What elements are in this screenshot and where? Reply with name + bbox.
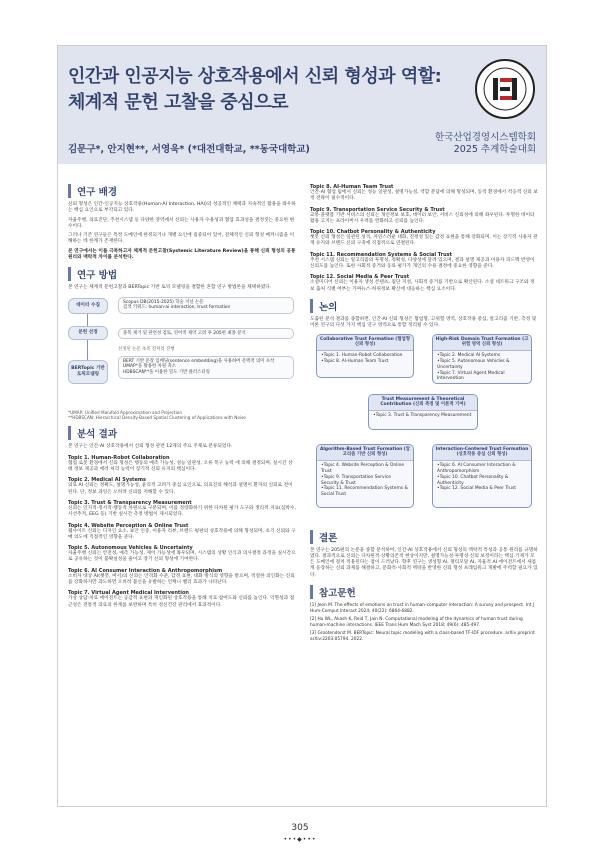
abbreviation-note [68,410,296,421]
topic-title: Topic 2. Medical AI Systems [68,477,147,484]
diagram-box-collaborative [316,334,414,378]
diagram-box-item: • Topic 12. Social Media & Peer Trust [437,486,527,492]
diagram-box-measurement [368,394,478,430]
flow-step3-detail3: HDBSCAN**을 이용한 밀도 기반 클러스터링 [123,370,210,376]
conclusion-text: 본 연구는 205편의 논문을 종합 분석하여, 인간-AI 상호작용에서 신뢰 형성의 맥락적 특성과 공통 원리를 규명하였다. 결과적으로 신뢰는 다차원적·상황의존적 현상이지만, 설명가능성·투명성·신뢰 보정이라는 핵심 기제가 모든 도메인에 걸쳐 적용된다는 점이 드러났다. 향후 연구는 생성형 AI, 멀티모달 AI, 자율적 AI 에이전트에서 새롭게 등장하는 신뢰 과제를 해결하고, 문화적·사회적 맥락을 반영한 신뢰 형성 프레임워크 개발에 주력할 필요가 있다. [310,547,538,578]
diagram-box-item: • Topic 4. Website Perception & Online Trust [321,463,409,475]
methods-heading: 연구 방법 [68,267,296,281]
flow-step3-detail1: BERT 기반 문장 임베딩(sentence embedding)을 사용하여 문맥적 의미 포착 [123,358,275,364]
topic-text: 교통·플랫폼 기반 서비스의 신뢰는 개인정보 보호, 데이터 보안, 서비스 신뢰성에 의해 좌우된다. 투명한 데이터 활용 고지는 프라이버시 우려를 완화하고 신뢰를 높인다. [310,212,535,224]
poster [57,45,547,807]
poster-header [58,46,546,164]
topic-title: Topic 10. Chatbot Personality & Authenticity [310,229,436,236]
flow-arrow-2 [87,340,88,360]
diagram-box-item: • Topic 10. Chatbot Personality & Authenticity [437,475,527,487]
diagram-box-title: Interaction-Centered Trust Formation (상호작용 중심 신뢰 형성) [433,445,531,462]
flow-step3-detail [118,356,294,379]
trust-framework-diagram [310,334,538,524]
topic-text: 인간-AI 협업 팀에서 신뢰는 성능 일관성, 설명가능성, 역할 분담에 의해 형성되며, 동적 환경에서 적응적 신뢰 보정 전략이 필수적이다. [310,190,538,202]
diagram-box-item: • Topic 3. Trust & Transparency Measurement [373,413,473,419]
right-column [310,178,538,646]
topic-text: 웹사이트 신뢰는 디자인 요소, 보안 인증, 이용자 리뷰, 브랜드 평판의 상호작용에 의해 형성되며, 초기 신뢰와 구매 의도에 직접적인 영향을 준다. [68,528,296,540]
diagram-box-list [433,461,531,494]
topic-title: Topic 6. AI Consumer Interaction & Anthropomorphism [68,567,223,574]
topic-text: 소비자 대상 AI(챗봇, 버서)의 신뢰는 인격화 수준, 감정 표현, 대화 방식의 영향을 받으며, 적절한 의인화는 신뢰를 강화하지만 과도하면 오히려 불신을 유발하는 언캐니 밸리 효과가 나타난다. [68,573,295,586]
topic-text: 챗봇 신뢰 형성은 일관된 성격, 자연스러운 대화, 진정성 있는 감정 표현을 통해 강화되며, 이는 장기적 사용자 관계 유지와 브랜드 신뢰 구축에 직접적으로 연결된다. [310,235,538,247]
background-p4: 본 연구에서는 이를 극복하고자 체계적 문헌고찰(Systemic Literature Review)을 통해 신뢰 형성의 공통 원리와 맥락적 차이를 분석한다. [68,248,296,261]
diagram-box-interaction [432,444,532,508]
reference-item: [2] Hu WL, Akash K, Reid T, Jain N. Computational modeling of the dynamics of human trust during human-machine interactions. IEEE Trans Hum Mach Syst 2018; 49(6): 485-497. [310,617,523,628]
topic-title: Topic 11. Recommendation Systems & Social Trust [310,251,453,258]
discussion-heading: 논의 [310,299,538,313]
flow-step1-detail [118,297,294,315]
topic-text: 신뢰는 인지적·정서적·행동적 차원으로 구분되며, 이를 정량화하기 위한 다차원 평가 도구와 생리적 지표(심박수, 시선추적, EEG 등) 기반 실시간 측정 방법이 제시되었다. [68,505,296,518]
conference-name [435,132,536,156]
left-column [68,178,296,612]
topic-text: 자율주행 신뢰는 안전성, 예측 가능성, 제어 가능성에 좌우되며, 시스템의 상황 인식과 의사결정 과정을 실시간으로 공유하는 것이 불확실성을 줄이고 장기 신뢰 형성에 기여한다. [68,551,296,563]
diagram-box-list [369,411,477,421]
poster-title-line1: 인간과 인공지능 상호작용에서 신뢰 형성과 역할: [68,66,442,87]
diagram-box-item: • Topic 11. Recommendation Systems & Social Trust [321,486,409,498]
diagram-box-item: • Topic 8. AI-Human Team Trust [321,359,409,365]
diagram-box-list [317,461,413,500]
diagram-box-algorithm [316,444,414,508]
diagram-box-item: • Topic 5. Autonomous Vehicles & Uncertainty [437,359,527,371]
diagram-box-item: • Topic 6. AI Consumer Interaction & Anthropomorphism [437,463,527,475]
background-heading: 연구 배경 [68,184,296,198]
flow-step-data-collection: 데이터 수집 [68,298,108,314]
poster-authors: 김문구*, 안지현**, 서영욱* (*대전대학교, **동국대학교) [68,144,310,155]
abbreviation-umap: *UMAP: Unified Manifold Approximation and Projection [68,409,182,415]
topic-title: Topic 9. Transportation Service Security & Trust [310,206,445,213]
flow-step3-detail2: UMAP*을 활용한 차원 축소 [123,364,176,370]
conference-line2: 2025 추계학술대회 [453,144,536,155]
reference-item: [3] Grootendorst M. BERTopic: Neural topic modeling with a class-based TF-IDF procedure. arXiv preprint arXiv:2203.05794. 2022. [310,631,535,643]
topic-text: 소셜미디어 신뢰는 이용자 생성 콘텐츠, 집단 지성, 사회적 증거를 기반으로 확산된다. 소셜 네트워크 구조와 정보 출처 식별 여부는 가짜뉴스·허위정보 확산에 대응하는 핵심 요소이다. [310,280,535,292]
flow-step1-detail2: 검색 키워드: human-ai interaction, trust formation [123,305,231,311]
topic-title: Topic 1. Human-Robot Collaboration [68,454,170,461]
methods-flow [68,296,296,408]
topic-text: 협업 로봇 환경에서 신뢰 형성은 행동의 예측 가능성, 성능 일관성, 오류 복구 능력 에 의해 결정되며, 실시간 상태 정보 제공과 에러 처리 능력이 장기적 신뢰 유지의 핵심이다. [68,460,293,473]
discussion-text: 도출된 분석 결과를 종합하면, 인간-AI 신뢰 형성은 협업형, 고위험 영역, 상호작용 중심, 알고리즘 기반, 측정 및 이론 연구의 다섯 가지 핵심 연구 영역으로 통합 정리될 수 있다. [310,316,537,329]
reference-item: [1] Jeon M. The effects of emotions on trust in human-computer interaction: A survey and prospect. Int J Hum-Comput Interact 2024; 40(22): 6864-6882. [310,603,535,614]
diagram-box-title: Collaborative Trust Formation (협업형 신뢰 형성) [317,335,413,352]
topic-title: Topic 3. Trust & Transparency Measurement [68,499,192,506]
flow-step1-detail1: Scopus DB(2015-2025) 학술 저널 논문 [123,299,204,305]
diagram-box-title: Algorithm-Based Trust Formation (알고리즘 기반 신뢰 형성) [317,445,413,462]
background-p3: 그러나 기존 연구들은 특정 도메인에 한정되거나 개별 요인에 집중되어 있어, 전체적인 신뢰 형성 메커니즘을 이해하는 데 한계가 존재한다. [68,233,295,245]
flow-arrow-1 [87,314,88,326]
poster-title-line2: 체계적 문헌 고찰을 중심으로 [68,92,288,113]
topic-title: Topic 7. Virtual Agent Medical Intervention [68,590,189,597]
society-logo-icon [474,58,536,120]
diagram-box-item: • Topic 7. Virtual Agent Medical Intervention [437,371,527,383]
background-p2: 자율주행, 의료진단, 추천시스템 등 다양한 영역에서 신뢰는 사용자 수용성과 협업 효과성을 결정짓는 중요한 변수이다. [68,217,295,229]
diagram-box-list [317,351,413,367]
results-heading: 분석 결과 [68,426,296,440]
diagram-box-title: Trust Measurement & Theoretical Contribution (신뢰 측정 및 이론적 기여) [369,395,477,412]
flow-step-literature-selection: 문헌 선정 [68,326,108,340]
topic-title: Topic 5. Autonomous Vehicles & Uncertainty [68,545,193,552]
diagram-box-list [433,351,531,383]
topic-title: Topic 12. Social Media & Peer Trust [310,274,410,281]
conclusion-heading: 결론 [310,530,538,544]
page-decoration: •••◆••• [283,836,317,843]
conference-line1: 한국산업경영시스템학회 [435,132,536,143]
abbreviation-hdbscan: **HDBSCAN: Hierarchical Density-Based Spatial Clustering of Applications with Noise [68,415,246,421]
topic-title: Topic 4. Website Perception & Online Trust [68,522,189,529]
results-intro: 본 연구는 인간-AI 상호작용에서 신뢰 형성 관련 12개의 주요 주제로 분류되었다. [68,444,233,450]
methods-intro: 본 연구는 체계적 문헌고찰과 BERTopic 기반 토픽 모델링을 결합한 혼합 연구 방법론을 채택하였다. [68,285,272,291]
diagram-box-title: High-Risk Domain Trust Formation (고위험 영역 신뢰 형성) [433,335,531,352]
diagram-box-item: • Topic 2. Medical AI Systems [437,353,527,359]
topic-text: 의료 AI 신뢰는 정확도, 설명가능성, 윤리적 고려가 중심 요인으로, 의료진의 해석과 설명이 환자의 신뢰로 전이된다. 단, 정보 과잉은 오히려 신뢰를 저해할 수 있다. [68,483,293,495]
flow-step-note: 선정된 논문 초록 전처리 진행 [118,346,175,352]
topic-title: Topic 8. AI-Human Team Trust [310,184,394,190]
diagram-box-item: • Topic 9. Transportation Service Security & Trust [321,475,409,487]
flow-step-topic-modeling: BERTopic 기반 토픽모델링 [68,360,108,384]
flow-step2-detail: 중복 제거 및 관련성 검토, 연어적 제약 고려 후 205편 최종 분석 [118,328,294,340]
topic-text: 가상 상담·치료 에이전트는 공감적 표현과 개인화된 상호작용을 통해 치료 참여도와 신뢰를 높인다. 익명성과 접근성은 전통적 의료의 한계를 보완하며 특히 정신건강 관리에서 효과적이다. [68,596,295,608]
diagram-box-item: • Topic 1. Human-Robot Collaboration [321,353,409,359]
topic-text: 추천 시스템 신뢰는 알고리즘의 투명성, 정확성, 다양성에 달려 있으며, 결과 설명 제공과 이용자 피드백 반영이 신뢰도를 높인다. 또한 사회적 증거와 동료 평가가 개인의 수용 결정에 중요한 영향을 준다. [310,257,535,270]
diagram-box-high-risk [432,334,532,384]
background-p1: 신뢰 형성은 인간-인공지능 상호작용(Human-AI Interaction, HAI)의 성공적인 채택과 지속적인 활용을 좌우하는 핵심 요인으로 부각되고 있다. [68,202,296,214]
references [310,585,538,643]
page-number: 305 [291,823,309,833]
references-heading: 참고문헌 [310,585,538,599]
